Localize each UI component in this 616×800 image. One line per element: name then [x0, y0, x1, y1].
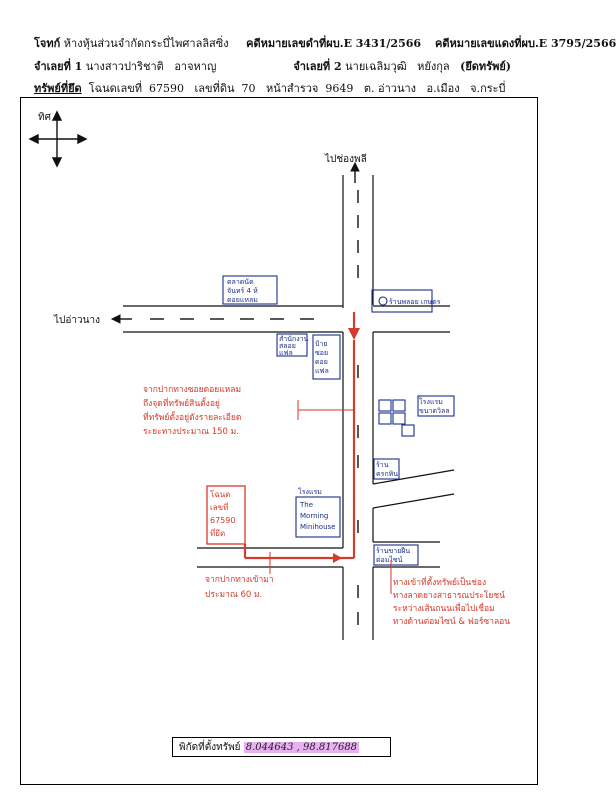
deed-number: 67590 [149, 82, 185, 95]
landmark-hotel-line1: โรงแรม [298, 488, 322, 496]
road-north-label: ไปช่องพลี [325, 154, 367, 165]
landmark-sign-line2: ซอย [315, 349, 329, 357]
landmark-bottom-right-line2: ต่อมไซน์ [376, 556, 403, 564]
landmark-hotel-line2: The [300, 501, 314, 509]
land-number: 70 [241, 82, 256, 95]
road-west-label: ไปอ่าวนาง [54, 315, 100, 326]
case-red-number: คดีหมายเลขแดงที่ผบ.E 3795/2566 [435, 37, 616, 50]
landmark-small-line1: สำนักงาน [279, 335, 309, 343]
building-icon [393, 413, 405, 424]
building-icon [379, 400, 391, 411]
district: อ.เมือง [426, 82, 460, 95]
note-middle-line2: ถึงจุดที่ทรัพย์สินตั้งอยู่ [143, 399, 220, 409]
landmark-shop-line2: ครกหิน [376, 470, 399, 478]
landmark-sign-line4: แฟล [315, 367, 329, 375]
defendant1-name: นางสาวปาริชาติ [85, 60, 164, 73]
asset-label: ทรัพย์ที่ยึด [34, 82, 82, 95]
coordinates-value: 8.044643 , 98.817688 [245, 742, 358, 753]
land-label: เลขที่ดิน [194, 82, 235, 95]
landmark-top-right-label: ร้านพลอย เกษตร [389, 298, 441, 306]
building-icon [393, 400, 405, 411]
parcel-line3: 67590 [210, 516, 236, 525]
landmark-resort-line2: ขนาดวิลล [419, 407, 450, 415]
survey-label: หน้าสำรวจ [265, 82, 319, 95]
note-bottom-right-line1: ทางเข้าที่ตั้งทรัพย์เป็นช่อง [393, 578, 487, 588]
compass-label: ทิศ [38, 112, 51, 123]
north-arrow-icon [351, 163, 359, 183]
parcel-line1: โฉนด [210, 490, 231, 499]
note-middle-line1: จากปากทางซอยดอยแหลม [143, 385, 242, 395]
defendant1-label: จำเลยที่ 1 [34, 60, 83, 73]
defendant1-surname: อาจหาญ [174, 60, 217, 73]
landmark-small-line3: แฟล [279, 349, 293, 357]
case-black-number: คดีหมายเลขดำที่ผบ.E 3431/2566 [246, 37, 422, 50]
subdistrict: ต. อ่าวนาง [363, 82, 417, 95]
landmark-sign-line3: ดอย [315, 358, 328, 366]
building-icon [379, 413, 391, 424]
landmark-resort-line1: โรงแรม [419, 398, 443, 406]
province: จ.กระบี่ [470, 82, 506, 95]
note-bottom-left-line2: ประมาณ 60 ม. [205, 590, 263, 600]
pin-icon [379, 297, 387, 305]
side-road-horizontal [123, 306, 450, 332]
landmark-shop-line1: ร้าน [376, 461, 389, 469]
plaintiff-label: โจทก์ [34, 37, 61, 50]
landmark-top-left-line3: ดอยแหลม [227, 296, 258, 304]
landmark-hotel-line3: Morning [300, 512, 329, 520]
west-arrow-icon [112, 315, 132, 323]
note-bottom-right-line4: ทางด้านต่อมไซน์ & ฟอร์ซาลอน [393, 617, 511, 627]
defendant2-surname: หยังกุล [417, 60, 450, 73]
landmark-bottom-right-line1: ร้านขายฝืน [376, 547, 411, 555]
parcel-line2: เลขที่ [210, 503, 229, 512]
note-bottom-left-line1: จากปากทางเข้ามา [205, 575, 274, 585]
note-middle-line3: ที่ทรัพย์ตั้งอยู่ดังรายละเอียด [143, 413, 242, 423]
plaintiff-name: ห้างหุ้นส่วนจำกัดกระบี่ไพศาลลิสซิ่ง [63, 37, 229, 50]
defendant2-name: นายเฉลิมวุฒิ [345, 60, 407, 73]
coordinates-label: พิกัดที่ตั้งทรัพย์ [179, 742, 241, 753]
note-bottom-right-line3: ระหว่างเส้นถนนเพื่อไปเชื่อม [393, 604, 495, 614]
survey-number: 9649 [325, 82, 354, 95]
note-middle-line4: ระยะทางประมาณ 150 ม. [143, 427, 239, 437]
landmark-top-left-line2: จันทร์ 4 ห้ [227, 287, 258, 295]
landmark-hotel-line4: Minihouse [300, 523, 336, 531]
deed-label: โฉนดเลขที่ [88, 82, 143, 95]
landmark-sign-line1: ป้าย [315, 340, 328, 348]
parcel-line4: ที่ยึด [210, 529, 226, 538]
building-icon [402, 425, 414, 436]
landmark-top-left-line1: ตลาดนัด [227, 278, 254, 286]
note-bottom-right-line2: ทางลาดยางสาธารณประโยชน์ [393, 591, 505, 601]
landmark-small-line2: สลอย [279, 342, 296, 350]
seized-tag: (ยึดทรัพย์) [460, 60, 511, 73]
coordinates-box [172, 737, 391, 757]
defendant2-label: จำเลยที่ 2 [293, 60, 342, 73]
